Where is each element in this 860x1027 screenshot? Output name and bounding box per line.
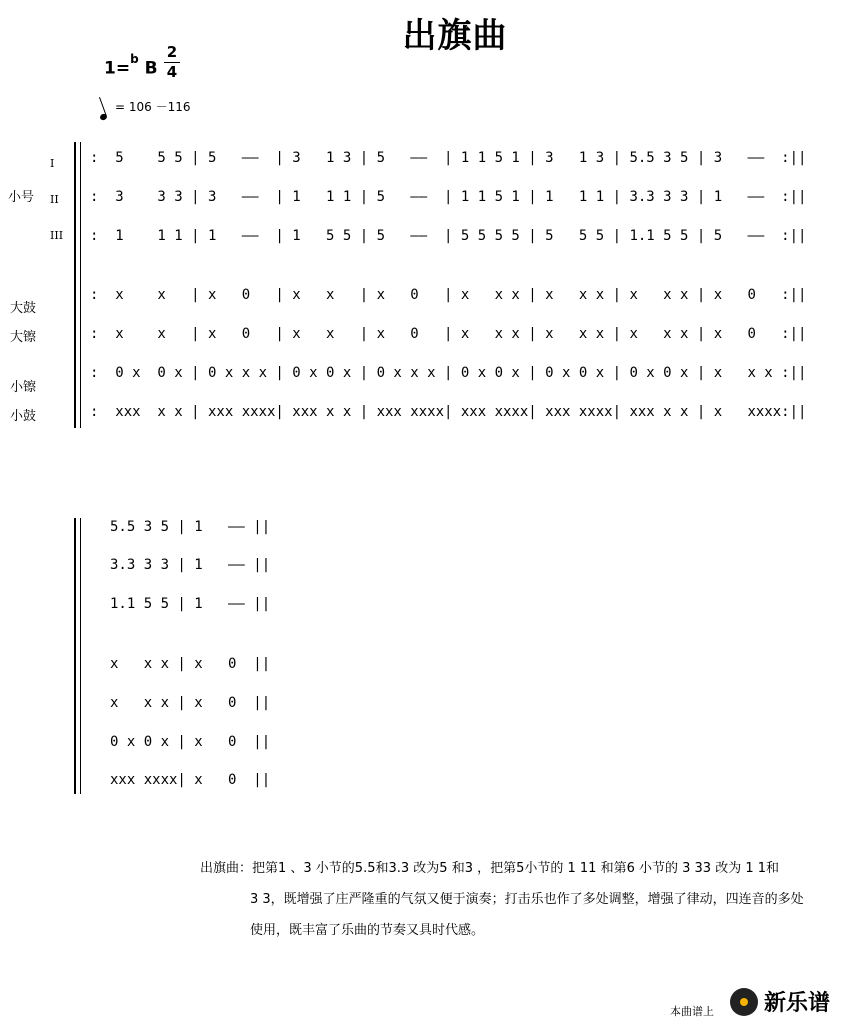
quarter-note-icon (99, 113, 108, 121)
percussion-brace-2 (80, 664, 86, 790)
label-part-1: I (50, 157, 55, 170)
key-note: B (144, 58, 158, 79)
label-part-2: II (50, 193, 59, 206)
label-big-cymbal: 大镲 (10, 330, 37, 345)
staff-row-bass-drum: : x x | x 0 | x x | x 0 | x x x | x x x | x x x | x 0 :|| (90, 287, 807, 303)
label-trumpet: 小号 (8, 190, 35, 205)
trumpet-brace (80, 148, 86, 248)
note-line-1: 出旗曲：把第1 、3 小节的5.5和3.3 改为5 和3 ，把第5小节的 1 11 和第6 小节的 3 33 改为 1 1和 (200, 861, 779, 876)
time-top: 2 (166, 43, 178, 61)
staff2-row-trumpet-3: 1.1 5 5 | 1 —— || (110, 596, 271, 612)
time-bottom: 4 (166, 63, 178, 81)
label-bass-drum: 大鼓 (10, 301, 37, 316)
label-snare: 小鼓 (10, 409, 37, 424)
brand-name: 新乐谱 (764, 991, 831, 1016)
tempo-text: = 106 －116 (115, 100, 191, 114)
label-small-cymbal: 小镲 (10, 380, 37, 395)
staff-row-big-cymbal: : x x | x 0 | x x | x 0 | x x x | x x x | x x x | x 0 :|| (90, 326, 807, 342)
footer-caption: 本曲谱上 (670, 1005, 714, 1018)
staff2-row-big-cymbal: x x x | x 0 || (110, 695, 271, 711)
label-part-3: III (50, 229, 64, 242)
staff2-row-trumpet-2: 3.3 3 3 | 1 —— || (110, 557, 271, 573)
time-signature (164, 44, 180, 81)
note-line-3: 使用，既丰富了乐曲的节奏又具时代感。 (250, 923, 485, 938)
key-flat: b (130, 52, 139, 66)
staff2-row-bass-drum: x x x | x 0 || (110, 656, 271, 672)
staff2-row-small-cymbal: 0 x 0 x | x 0 || (110, 734, 271, 750)
staff2-row-snare: xxx xxxx| x 0 || (110, 772, 271, 788)
staff2-row-trumpet-1: 5.5 3 5 | 1 —— || (110, 519, 271, 535)
staff-row-trumpet-1: : 5 5 5 | 5 —— | 3 1 3 | 5 —— | 1 1 5 1 | 3 1 3 | 5.5 3 5 | 3 —— :|| (90, 150, 807, 166)
staff-row-small-cymbal: : 0 x 0 x | 0 x x x | 0 x 0 x | 0 x x x | 0 x 0 x | 0 x 0 x | 0 x 0 x | x x x :|| (90, 365, 807, 381)
note-line-2: 3 3，既增强了庄严隆重的气氛又便于演奏；打击乐也作了多处调整，增强了律动，四连音的多处 (250, 892, 804, 907)
staff-row-trumpet-2: : 3 3 3 | 3 —— | 1 1 1 | 5 —— | 1 1 5 1 | 1 1 1 | 3.3 3 3 | 1 —— :|| (90, 189, 807, 205)
tempo-marking (100, 98, 191, 120)
key-prefix: 1= (104, 58, 131, 79)
staff-row-snare: : xxx x x | xxx xxxx| xxx x x | xxx xxxx| xxx xxxx| xxx xxxx| xxx x x | x xxxx:|| (90, 404, 807, 420)
staff-row-trumpet-3: : 1 1 1 | 1 —— | 1 5 5 | 5 —— | 5 5 5 5 | 5 5 5 | 1.1 5 5 | 5 —— :|| (90, 228, 807, 244)
brand-logo[interactable] (730, 986, 830, 1017)
record-disc-icon (730, 988, 758, 1016)
key-signature (104, 52, 158, 79)
trumpet-brace-2 (80, 522, 86, 616)
percussion-brace (80, 292, 86, 420)
score-title: 出旗曲 (402, 16, 508, 56)
